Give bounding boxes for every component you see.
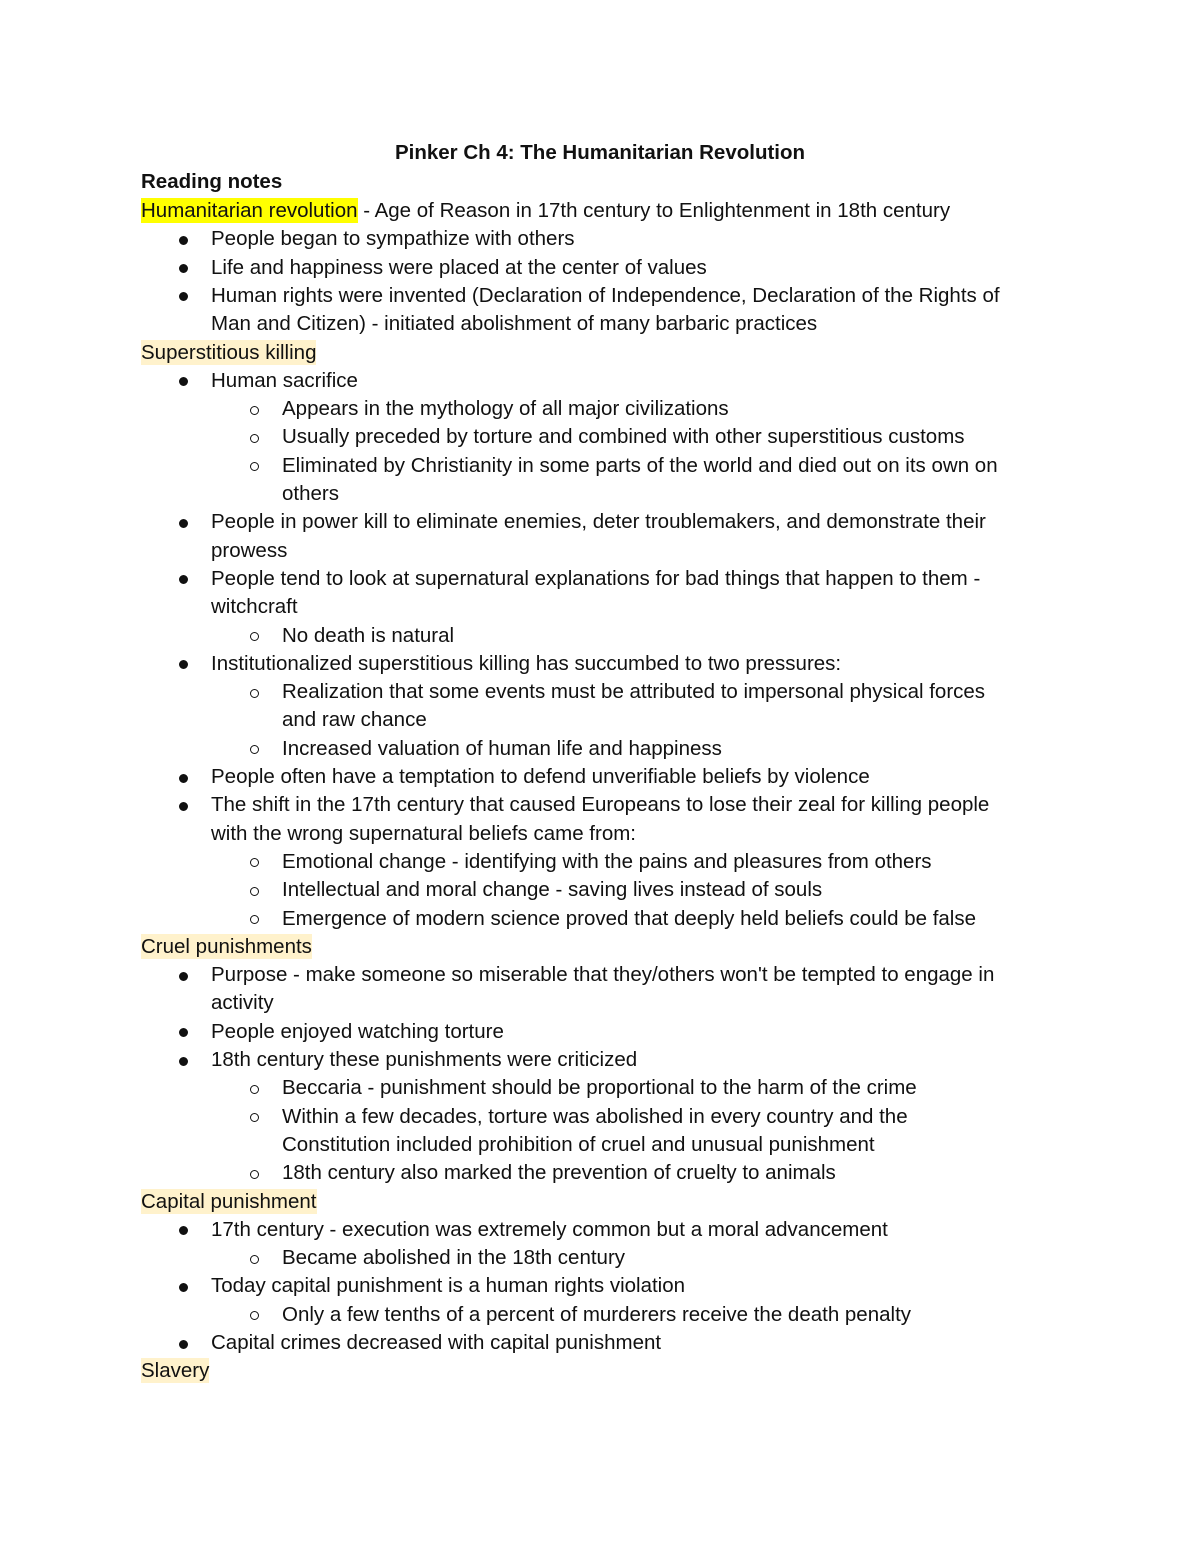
bullet-disc-icon <box>179 1226 188 1235</box>
bullet-circle-icon <box>250 632 259 641</box>
section-heading-highlight: Slavery <box>141 1359 210 1383</box>
bullet-circle-icon <box>250 1085 259 1094</box>
section-heading-highlight: Humanitarian revolution <box>141 199 358 222</box>
section-subtitle: Reading notes <box>141 170 283 193</box>
bullet-disc-icon <box>179 972 188 981</box>
bullet-circle-icon <box>250 858 259 867</box>
list-item-continuation: prowess <box>211 538 288 562</box>
bullet-disc-icon <box>179 1283 188 1292</box>
sub-list-item: Eliminated by Christianity in some parts of the world and died out on its own on <box>282 453 998 477</box>
section-heading <box>141 339 316 367</box>
bullet-circle-icon <box>250 434 259 443</box>
list-item: 18th century these punishments were criticized <box>211 1048 638 1071</box>
list-item: Human rights were invented (Declaration of Independence, Declaration of the Rights of <box>211 283 1000 307</box>
bullet-circle-icon <box>250 745 259 754</box>
list-item: The shift in the 17th century that caused Europeans to lose their zeal for killing people <box>211 793 990 817</box>
sub-list-item: Beccaria - punishment should be proportional to the harm of the crime <box>282 1076 917 1100</box>
bullet-circle-icon <box>250 887 259 896</box>
list-item-continuation: and raw chance <box>282 708 427 732</box>
bullet-circle-icon <box>250 1311 259 1320</box>
bullet-disc-icon <box>179 575 188 584</box>
section-heading <box>141 197 950 225</box>
bullet-disc-icon <box>179 292 188 301</box>
bullet-disc-icon <box>179 774 188 783</box>
list-item: People enjoyed watching torture <box>211 1019 504 1043</box>
list-item: Today capital punishment is a human rights violation <box>211 1274 686 1298</box>
section-heading-highlight: Superstitious killing <box>141 340 317 364</box>
bullet-circle-icon <box>250 689 259 698</box>
bullet-disc-icon <box>179 660 188 669</box>
list-item-continuation: others <box>282 482 339 505</box>
bullet-circle-icon <box>250 462 259 471</box>
section-heading <box>141 933 312 961</box>
section-heading <box>141 1188 317 1216</box>
section-heading-description: - Age of Reason in 17th century to Enlightenment in 18th century <box>357 199 951 222</box>
list-item: People tend to look at supernatural explanations for bad things that happen to them - <box>211 566 981 590</box>
list-item-continuation: witchcraft <box>211 595 298 619</box>
list-item: Life and happiness were placed at the center of values <box>211 255 707 279</box>
section-heading <box>141 1357 209 1385</box>
bullet-disc-icon <box>179 1057 188 1066</box>
bullet-disc-icon <box>179 1028 188 1037</box>
sub-list-item: Only a few tenths of a percent of murderers receive the death penalty <box>282 1302 912 1326</box>
bullet-circle-icon <box>250 1170 259 1179</box>
sub-list-item: Realization that some events must be attributed to impersonal physical forces <box>282 680 986 704</box>
list-item-continuation: with the wrong supernatural beliefs came from: <box>211 821 637 845</box>
sub-list-item: Appears in the mythology of all major civilizations <box>282 397 729 421</box>
sub-list-item: Increased valuation of human life and happiness <box>282 736 722 760</box>
bullet-circle-icon <box>250 406 259 415</box>
list-item-continuation: activity <box>211 991 274 1015</box>
page-title: Pinker Ch 4: The Humanitarian Revolution <box>394 141 806 164</box>
bullet-disc-icon <box>179 802 188 811</box>
bullet-disc-icon <box>179 1340 188 1349</box>
bullet-disc-icon <box>179 236 188 245</box>
bullet-circle-icon <box>250 1113 259 1122</box>
list-item: People often have a temptation to defend unverifiable beliefs by violence <box>211 765 870 788</box>
sub-list-item: Emotional change - identifying with the pains and pleasures from others <box>282 849 932 873</box>
bullet-disc-icon <box>179 519 188 528</box>
sub-list-item: Within a few decades, torture was abolished in every country and the <box>282 1104 908 1128</box>
sub-list-item: Emergence of modern science proved that deeply held beliefs could be false <box>282 906 977 930</box>
sub-list-item: Usually preceded by torture and combined with other superstitious customs <box>282 425 965 449</box>
bullet-circle-icon <box>250 1255 259 1264</box>
bullet-disc-icon <box>179 377 188 386</box>
sub-list-item: No death is natural <box>282 623 455 647</box>
sub-list-item: Became abolished in the 18th century <box>282 1246 626 1270</box>
sub-list-item: 18th century also marked the prevention of cruelty to animals <box>282 1161 836 1185</box>
list-item: Purpose - make someone so miserable that they/others won't be tempted to engage in <box>211 963 995 987</box>
bullet-circle-icon <box>250 915 259 924</box>
section-heading-highlight: Capital punishment <box>141 1189 317 1213</box>
list-item: People began to sympathize with others <box>211 227 575 251</box>
list-item-continuation: Man and Citizen) - initiated abolishment of many barbaric practices <box>211 312 818 336</box>
list-item: Institutionalized superstitious killing has succumbed to two pressures: <box>211 651 842 675</box>
list-item: Human sacrifice <box>211 368 358 392</box>
sub-list-item: Intellectual and moral change - saving lives instead of souls <box>282 878 823 902</box>
list-item: People in power kill to eliminate enemies, deter troublemakers, and demonstrate their <box>211 510 986 534</box>
list-item-continuation: Constitution included prohibition of cruel and unusual punishment <box>282 1132 875 1156</box>
list-item: Capital crimes decreased with capital punishment <box>211 1331 662 1354</box>
section-heading-highlight: Cruel punishments <box>141 934 312 958</box>
list-item: 17th century - execution was extremely common but a moral advancement <box>211 1217 888 1241</box>
bullet-disc-icon <box>179 264 188 273</box>
